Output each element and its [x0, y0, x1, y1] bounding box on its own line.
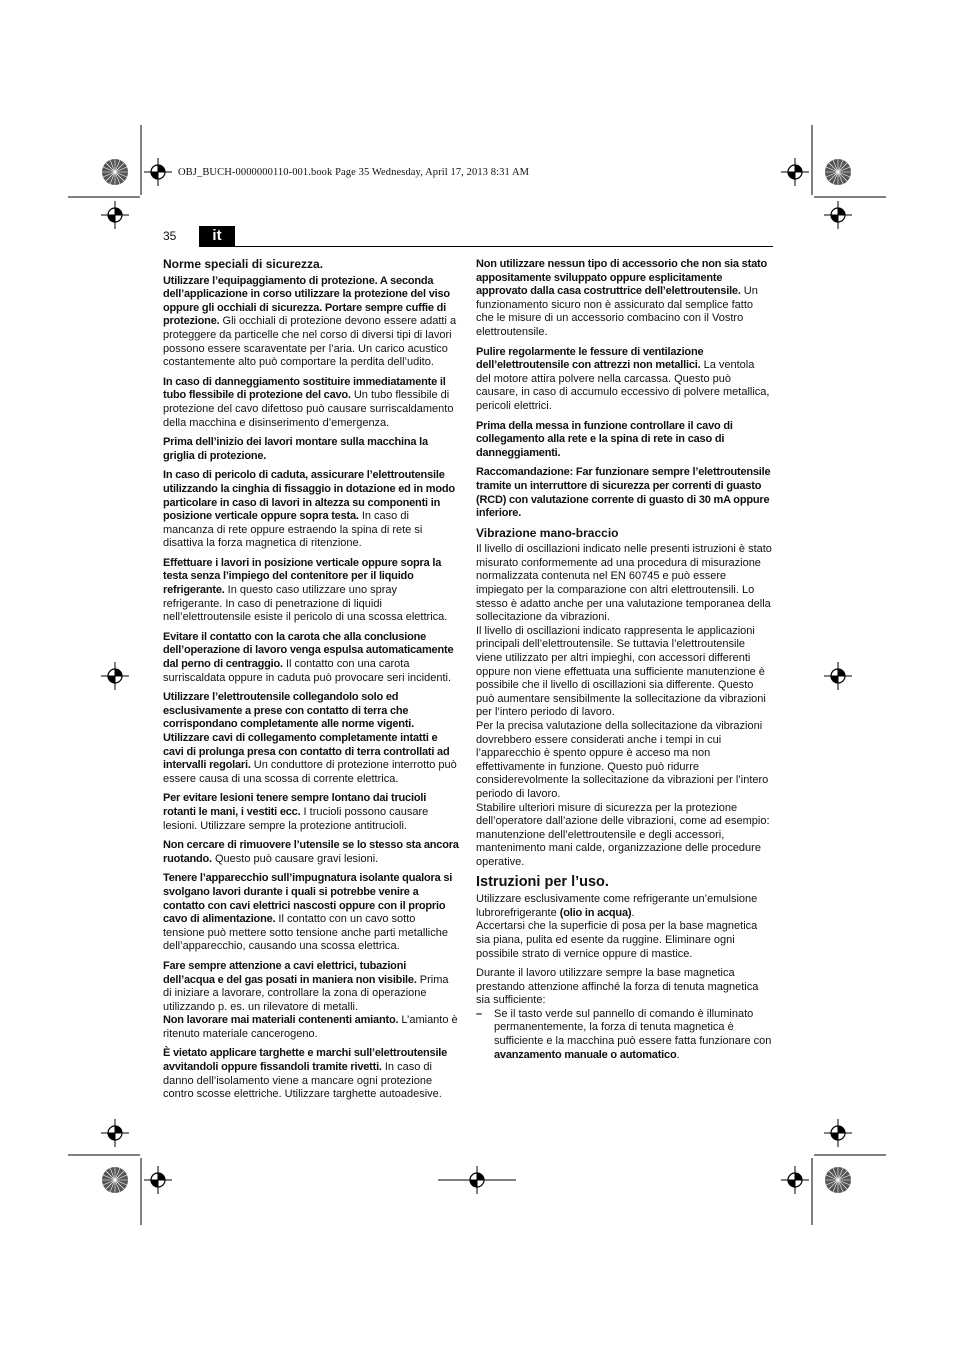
language-tab: it — [199, 226, 235, 246]
page-number: 35 — [163, 229, 177, 243]
header-rule — [199, 246, 773, 247]
paragraph: Effettuare i lavori in posizione verticale oppure sopra la testa senza l’impiego del contenitore per il liquido refrigerante. In questo caso utilizzare uno spray refrigerante. In caso di penetrazione di liquidi nell’elettroutensile esiste il pericolo di una scossa elettrica. — [163, 556, 448, 624]
paragraph: Fare sempre attenzione a cavi elettrici, tubazioni dell’acqua e del gas posati in maniera non visibile. Prima di iniziare a lavorare, controllare la zona di operazione utilizzando p. es. un rilevatore di metalli. — [163, 959, 449, 1013]
paragraph: Tenere l’apparecchio sull’impugnatura isolante qualora si svolgano lavori durante i quali si potrebbe venire a contatto con cavi elettrici nascosti oppure con il proprio cavo di alimentazione. Il contatto con un cavo sotto tensione può mettere sotto tensione anche parti metalliche dell’apparecchio, causando una scossa elettrica. — [163, 872, 453, 953]
paragraph: Raccomandazione: Far funzionare sempre l’elettroutensile tramite un interruttore di sicurezza per correnti di guasto (RCD) con valutazione corrente di guasto di 30 mA oppure inferiore. — [476, 466, 771, 520]
vibration-heading: Vibrazione mano-braccio — [476, 525, 619, 540]
right-column — [476, 258, 772, 1062]
paragraph: Stabilire ulteriori misure di sicurezza per la protezione dell’operatore dall’azione delle vibrazioni, come ad esempio: manutenzione dell’elettroutensile e degli accessori, mantenimento mani calde, organizzazione delle procedure operative. — [476, 801, 770, 868]
paragraph: Utilizzare l’elettroutensile collegandolo solo ed esclusivamente a prese con contatto di terra che corrispondano completamente alle norme vigenti. Utilizzare cavi di collegamento completamente intatti e cavi di prolunga presa con contatto di terra controllati ad intervalli regolari. Un conduttore di protezione interrotto può essere causa di una scossa di corrente elettrica. — [163, 691, 457, 785]
instructions-heading: Istruzioni per l’uso. — [476, 873, 609, 890]
paragraph: Il livello di oscillazioni indicato nelle presenti istruzioni è stato misurato conformemente ad una procedura di misurazione normalizzata contenuta nel EN 60745 e può essere impiegato per la comparazione con altri elettroutensili. Lo stesso è adatto anche per una valutazione temporanea della sollecitazione da vibrazioni. — [476, 543, 772, 624]
paragraph: Per la precisa valutazione della sollecitazione da vibrazioni dovrebbero essere considerati anche i tempi in cui l’apparecchio è spento oppure è acceso ma non effettivamente in funzione. Questo può ridurre considerevolmente la sollecitazione da vibrazioni per l’intero periodo di lavoro. — [476, 720, 769, 800]
paragraph: Per evitare lesioni tenere sempre lontano dai trucioli rotanti le mani, i vestiti ecc. I trucioli possono causare lesioni. Utilizzare sempre la protezione antitrucioli. — [163, 792, 429, 832]
paragraph: In caso di danneggiamento sostituire immediatamente il tubo flessibile di protezione del cavo. Un tubo flessibile di protezione del cavo difettoso può causare surriscaldamento della macchina e disinserimento d’emergenza. — [163, 375, 454, 429]
paragraph: Non utilizzare nessun tipo di accessorio che non sia stato appositamente sviluppato oppure esplicitamente approvato dalla casa costruttrice dell’elettroutensile. Un funzionamento sicuro non è assicurato dal semplice fatto che le misure di un accessorio combacino con il Vostro elettroutensile. — [476, 258, 767, 338]
paragraph: Accertarsi che la superficie di posa per la base magnetica sia piana, pulita ed esente da ruggine. Eliminare ogni possibile strato di vernice oppure di mastice. — [476, 920, 758, 960]
print-info: OBJ_BUCH-0000000110-001.book Page 35 Wednesday, April 17, 2013 8:31 AM — [178, 167, 530, 178]
paragraph: In caso di pericolo di caduta, assicurare l’elettroutensile utilizzando la cinghia di fissaggio in dotazione ed in modo particolare in caso di lavori in altezza su componenti in posizione verticale oppure sopra testa. In caso di mancanza di rete oppure estraendo la spina di rete si disattiva la forza magnetica di ritenzione. — [163, 469, 455, 550]
bullet-item: – Se il tasto verde sul pannello di comando è illuminato permanentemente, la forza di tenuta magnetica è sufficiente e la macchina può essere fatta funzionare con avanzamento manuale o automatico. — [476, 1007, 772, 1061]
paragraph: Non cercare di rimuovere l’utensile se lo stesso sta ancora ruotando. Questo può causare gravi lesioni. — [163, 839, 459, 865]
paragraph: Prima dell’inizio dei lavori montare sulla macchina la griglia di protezione. — [163, 436, 428, 462]
section-heading: Norme speciali di sicurezza. — [163, 257, 324, 271]
paragraph: Evitare il contatto con la carota che alla conclusione dell’operazione di lavoro venga espulsa automaticamente dal perno di centraggio. Il contatto con una carota surriscaldata oppure in caduta può provocare seri incidenti. — [163, 630, 454, 684]
paragraph: È vietato applicare targhette e marchi sull’elettroutensile avvitandoli oppure fissandoli tramite rivetti. In caso di danno dell’isolamento viene a mancare ogni protezione contro scosse elettriche. Utilizzare targhette autoadesive. — [163, 1047, 448, 1101]
paragraph: Utilizzare l’equipaggiamento di protezione. A seconda dell’applicazione in corso utilizzare la protezione del viso oppure gli occhiali di sicurezza. Portare sempre cuffie di protezione. Gli occhiali di protezione devono essere adatti a proteggere da particelle che nel corso di diversi tipi di lavori possono essere scaraventate per l’aria. Un carico acustico costantemente alto può comportare la perdita dell’udito. — [163, 274, 457, 369]
paragraph: Non lavorare mai materiali contenenti amianto. L’amianto è ritenuto materiale cancerogeno. — [163, 1014, 458, 1040]
paragraph: Pulire regolarmente le fessure di ventilazione dell’elettroutensile con attrezzi non metallici. La ventola del motore attira polvere nella carcassa. Questo può causare, in caso di accumulo eccessivo di polvere metallica, pericoli elettrici. — [476, 345, 770, 412]
paragraph: Durante il lavoro utilizzare sempre la base magnetica prestando attenzione affinché la forza di tenuta magnetica sia sufficiente: — [476, 967, 759, 1007]
paragraph: Prima della messa in funzione controllare il cavo di collegamento alla rete e la spina di rete in caso di danneggiamenti. — [476, 419, 733, 459]
dash-bullet: – — [476, 1007, 483, 1020]
left-column — [163, 258, 459, 1108]
paragraph: Il livello di oscillazioni indicato rappresenta le applicazioni principali dell’elettroutensile. Se tuttavia l’elettroutensile viene utilizzato per altri impieghi, con accessori differenti oppure non viene effettuata una sufficiente manutenzione è possibile che il livello di oscillazioni sia differente. Questo può aumentare sensibilmente la sollecitazione da vibrazioni per l’intero periodo di lavoro. — [476, 624, 766, 719]
paragraph: Utilizzare esclusivamente come refrigerante un’emulsione lubrorefrigerante (olio in acqua). — [476, 893, 758, 919]
